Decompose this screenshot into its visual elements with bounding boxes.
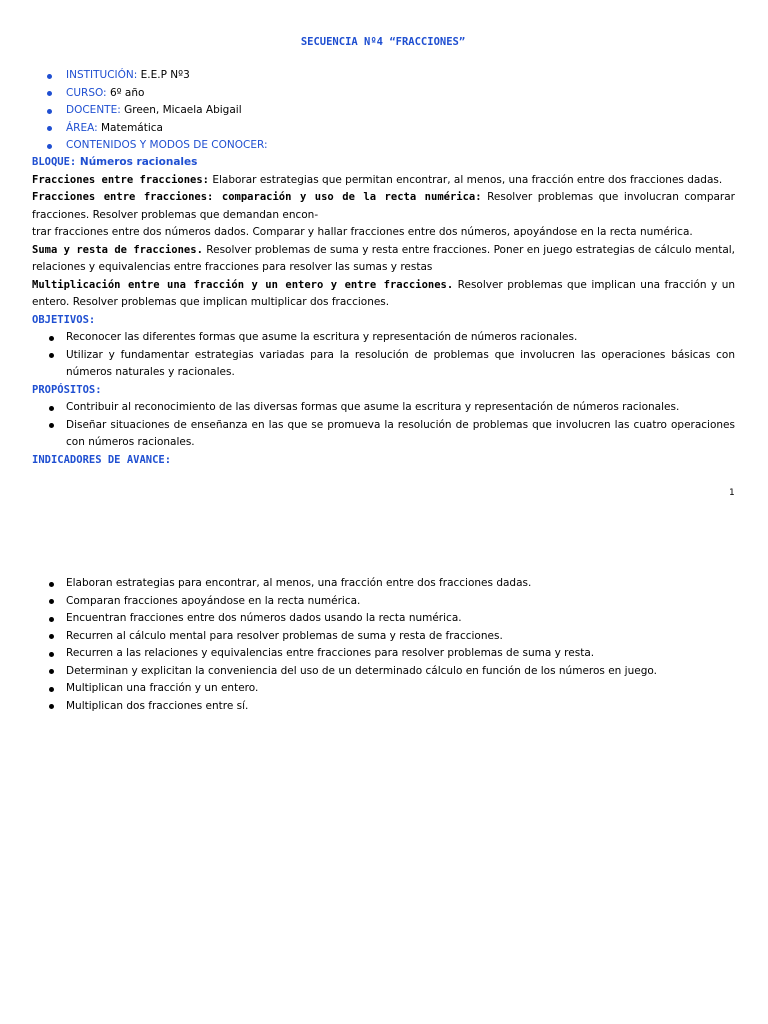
list-item: Multiplican dos fracciones entre sí. <box>32 698 735 716</box>
list-item: Diseñar situaciones de enseñanza en las que se promueva la resolución de problemas que involucren las cuatro operaciones con números racionales. <box>32 417 735 452</box>
list-item: Multiplican una fracción y un entero. <box>32 680 735 698</box>
indicadores-heading: INDICADORES DE AVANCE: <box>32 453 172 466</box>
list-item: Determinan y explicitan la conveniencia del uso de un determinado cálculo en función de los números en juego. <box>32 663 735 681</box>
list-item: Utilizar y fundamentar estrategias variadas para la resolución de problemas que involucren las operaciones básicas con números naturales y racionales. <box>32 347 735 382</box>
page-number: 1 <box>729 488 735 498</box>
content-paragraph: Fracciones entre fracciones: Elaborar estrategias que permitan encontrar, al menos, una fracción entre dos fracciones dadas. <box>32 173 723 186</box>
header-item-institucion: INSTITUCIÓN: E.E.P Nº3 <box>66 67 267 85</box>
header-item-docente: DOCENTE: Green, Micaela Abigail <box>66 102 267 120</box>
list-item: Elaboran estrategias para encontrar, al menos, una fracción entre dos fracciones dadas. <box>32 575 735 593</box>
content-paragraph: Suma y resta de fracciones. Resolver problemas de suma y resta entre fracciones. Poner en juego estrategias de cálculo mental, relaciones y equivalencias entre fracciones para resolver las sumas y restas <box>32 243 736 273</box>
content-section <box>32 154 735 469</box>
list-item: Reconocer las diferentes formas que asume la escritura y representación de números racionales. <box>32 329 735 347</box>
content-paragraph: Fracciones entre fracciones: comparación y uso de la recta numérica: Resolver problemas que involucran comparar fracciones. Resolver problemas que demandan encon- <box>32 191 735 221</box>
header-item-area: ÁREA: Matemática <box>66 120 267 138</box>
header-item-contenidos: CONTENIDOS Y MODOS DE CONOCER: <box>66 137 267 155</box>
header-item-curso: CURSO: 6º año <box>66 85 267 103</box>
document-title: SECUENCIA Nº4 “FRACCIONES” <box>300 36 466 48</box>
content-paragraph: Multiplicación entre una fracción y un entero y entre fracciones. Resolver problemas que implican una fracción y un entero. Resolver problemas que implican multiplicar dos fracciones. <box>32 278 736 308</box>
list-item: Recurren al cálculo mental para resolver problemas de suma y resta de fracciones. <box>32 628 735 646</box>
propositos-list <box>32 399 735 452</box>
list-item: Comparan fracciones apoyándose en la recta numérica. <box>32 593 735 611</box>
list-item: Encuentran fracciones entre dos números dados usando la recta numérica. <box>32 610 735 628</box>
content-paragraph: trar fracciones entre dos números dados. Comparar y hallar fracciones entre dos números, apoyándose en la recta numérica. <box>32 226 693 238</box>
header-info-list <box>66 67 267 155</box>
objetivos-heading: OBJETIVOS: <box>32 313 96 326</box>
bloque-heading: BLOQUE: Números racionales <box>32 156 198 168</box>
list-item: Recurren a las relaciones y equivalencias entre fracciones para resolver problemas de suma y resta. <box>32 645 735 663</box>
indicadores-list <box>32 575 735 715</box>
objetivos-list <box>32 329 735 382</box>
list-item: Contribuir al reconocimiento de las diversas formas que asume la escritura y representación de números racionales. <box>32 399 735 417</box>
propositos-heading: PROPÓSITOS: <box>32 383 102 396</box>
